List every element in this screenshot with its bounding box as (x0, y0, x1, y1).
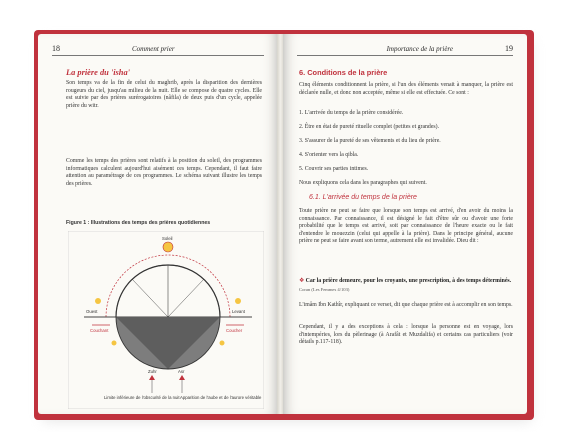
section-title-isha: La prière du 'isha' (66, 68, 130, 77)
label-coucher: Coucher (226, 328, 243, 333)
condition-item-1: 1. L'arrivée du temps de la prière considérée. (299, 110, 404, 116)
quote-source: Coran (Les Femmes 4/103) (299, 286, 350, 292)
paragraph-ibn-kathir: L'imâm Ibn Kathîr, expliquant ce verset, dit que chaque prière est à accomplir en son temps. (299, 302, 513, 308)
condition-item-2: 2. Être en état de pureté rituelle complet (petites et grandes). (299, 124, 440, 130)
label-soleil: Soleil (162, 236, 173, 241)
section-heading-conditions: 6. Conditions de la prière (299, 68, 388, 77)
figure-caption: Figure 1 : Illustrations des temps des prières quotidiennes (66, 220, 211, 226)
right-page-number: 19 (505, 44, 513, 53)
sunset-marker (95, 298, 101, 304)
paragraph-conditions-intro: Cinq éléments conditionnent la prière, si l'un des éléments venait à manquer, la prière est déclarée nulle, et donc non acceptée, même si elle est effectuée. Ce sont : (299, 82, 513, 96)
caption-left-annotation: Limite inférieure de l'obscurité de la nuit (104, 395, 180, 400)
condition-item-3: 3. S'assurer de la pureté de ses vêtements et du lieu de prière. (299, 138, 441, 144)
label-couchant: Couchant (90, 328, 109, 333)
quote-text: Car la prière demeure, pour les croyants, une prescription, à des temps déterminés. (305, 278, 512, 284)
label-levant: Levant (232, 309, 245, 314)
condition-item-5: 5. Couvrir ses parties intimes. (299, 166, 369, 172)
prayer-times-diagram (68, 231, 264, 409)
label-ouest: Ouest (86, 309, 98, 314)
right-running-title: Importance de la prière (386, 45, 453, 53)
caption-right-annotation: Apparition de l'aube et de l'aurore véritable (180, 395, 262, 400)
left-page-number: 18 (52, 44, 60, 53)
left-page (38, 34, 278, 414)
right-page-header (297, 44, 513, 56)
label-zuhr: Zuhr (148, 369, 157, 374)
subsection-heading-time: 6.1. L'arrivée du temps de la prière (309, 194, 417, 201)
left-running-title: Comment prier (132, 45, 175, 53)
paragraph-exceptions: Cependant, il y a des exceptions à cela : lorsque la personne est en voyage, lors d'intempéries, lors du pèlerinage (à Arafât et Muzdalifa) et certains cas particuliers (voir détails p.117-118). (299, 324, 513, 346)
paragraph-isha-time: Son temps va de la fin de celui du maghrib, après la disparition des dernières rougeurs du ciel, jusqu'au milieu de la nuit. Elle se compose de quatre cycles. Elle est suivie par des prières surérogatoires (nâfila) de deux puis d'un cycle, appelée prière du witr. (66, 80, 262, 109)
sun-icon (163, 242, 173, 252)
dusk-marker (112, 341, 117, 346)
paragraph-time-arrival: Toute prière ne peut se faire que lorsque son temps est arrivé, d'en avoir du moins la connaissance. Par connaissance, il est désigné le fait d'être sûr ou d'avoir une forte probabilité que le temps est arrivé, soit par connaissance de l'heure exacte ou le fait d'entendre le mouezzin (celui qui appelle à la prière). Dans le principe général, aucune prière ne peut se faire avant son terme, autrement elle est invalidée. Dieu dit : (299, 208, 513, 245)
paragraph-followup: Nous expliquons cela dans les paragraphes qui suivent. (299, 180, 427, 186)
dawn-marker (220, 341, 225, 346)
paragraph-prayer-software: Comme les temps des prières sont relatifs à la position du soleil, des programmes informatiques calculent aujourd'hui aisément ces temps. Cependant, il faut faire attention au paramétrage de ces programmes. Le schéma suivant illustre les temps des prières. (66, 158, 262, 187)
sunrise-marker (235, 298, 241, 304)
label-asr: Asr (178, 369, 185, 374)
left-page-header (52, 44, 264, 56)
quran-quote (299, 278, 513, 294)
quote-marker-icon: ❖ (299, 278, 306, 284)
condition-item-4: 4. S'orienter vers la qibla. (299, 152, 359, 158)
right-page (283, 34, 527, 414)
